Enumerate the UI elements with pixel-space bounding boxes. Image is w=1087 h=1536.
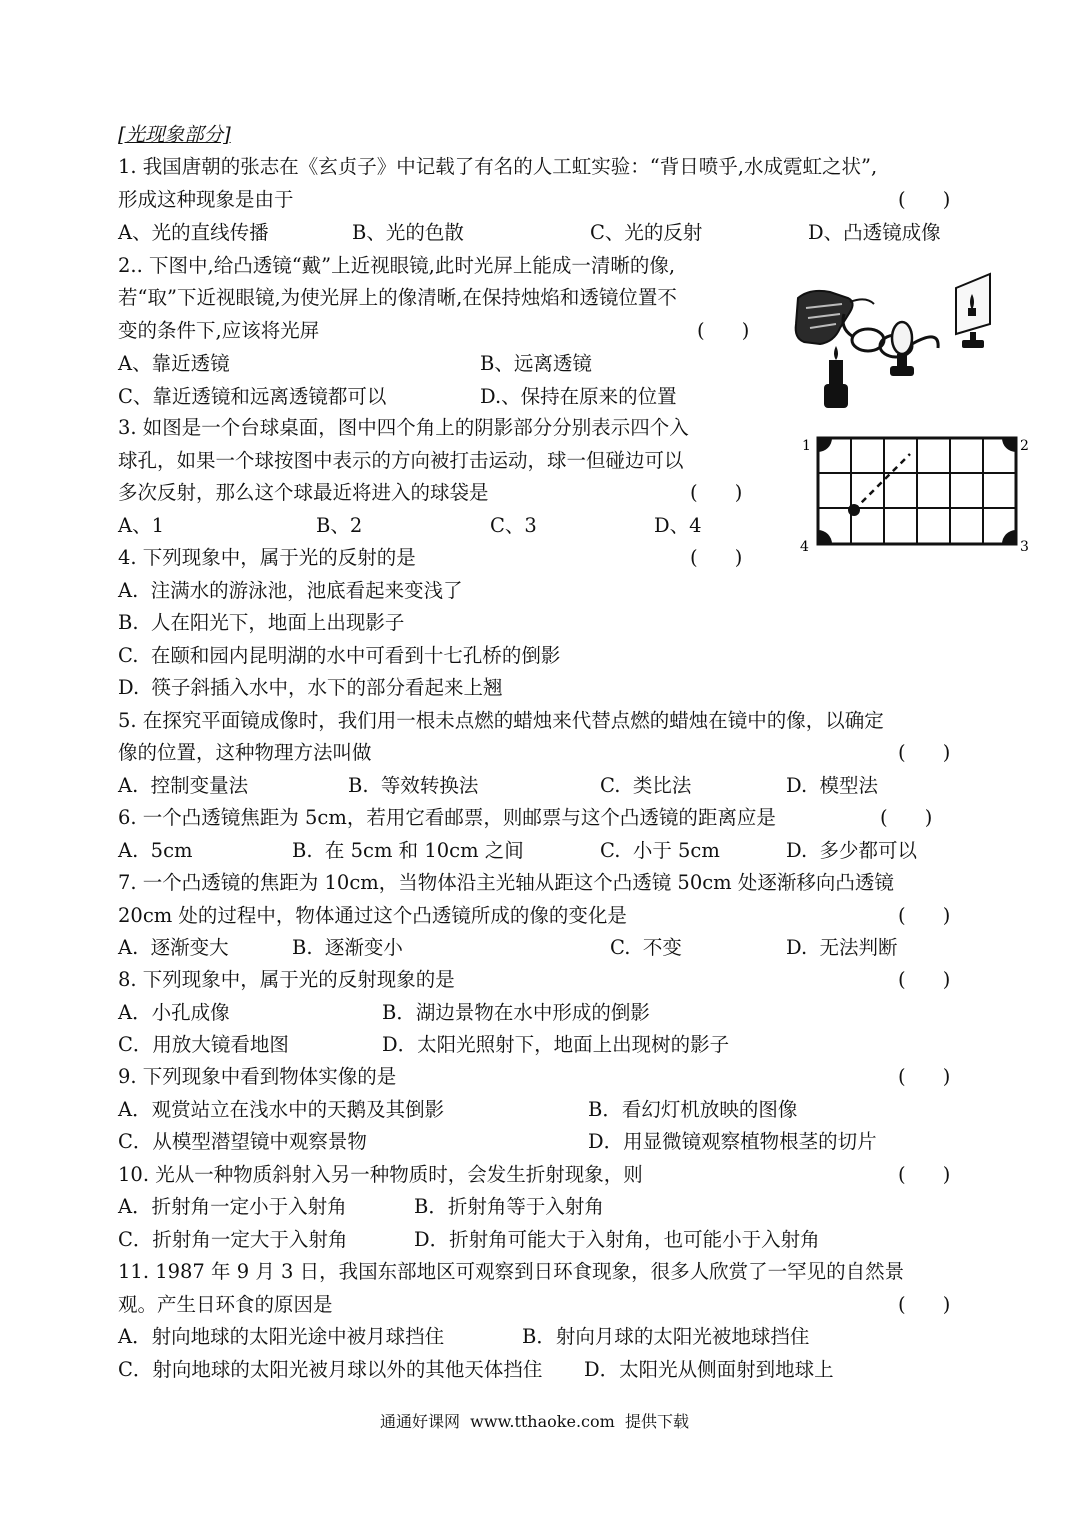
q1-option-a: A、光的直线传播 — [118, 221, 269, 244]
q11-answer-bracket: ( ) — [898, 1293, 951, 1316]
q4-option-a: A. 注满水的游泳池，池底看起来变浅了 — [118, 579, 463, 602]
q10-option-d: D．折射角可能大于入射角，也可能小于入射角 — [414, 1228, 820, 1251]
q4-stem: 4. 下列现象中，属于光的反射的是 — [118, 546, 416, 569]
q11-option-d: D．太阳光从侧面射到地球上 — [584, 1358, 834, 1381]
q4-answer-bracket: ( ) — [690, 546, 743, 569]
q3-option-d: D、4 — [654, 514, 702, 537]
q4-option-d: D. 筷子斜插入水中，水下的部分看起来上翘 — [118, 676, 503, 699]
q5-stem-line-1: 5. 在探究平面镜成像时，我们用一根未点燃的蜡烛来代替点燃的蜡烛在镜中的像，以确定 — [118, 709, 884, 732]
q2-stem-line-1: 2.. 下图中,给凸透镜“戴”上近视眼镜,此时光屏上能成一清晰的像, — [118, 254, 676, 277]
q7-option-c: C. 不变 — [610, 936, 682, 959]
q5-option-b: B. 等效转换法 — [348, 774, 479, 797]
q1-stem-line-1: 1. 我国唐朝的张志在《玄贞子》中记载了有名的人工虹实验：“背日喷乎,水成霓虹之状”, — [118, 155, 878, 178]
q2-option-c: C、靠近透镜和远离透镜都可以 — [118, 385, 387, 408]
q11-stem-line-2: 观。产生日环食的原因是 — [118, 1293, 333, 1316]
q11-option-a: A．射向地球的太阳光途中被月球挡住 — [118, 1325, 445, 1348]
pocket-label-3: 3 — [1020, 539, 1029, 554]
billiard-table-grid — [818, 438, 1016, 544]
q7-stem-line-1: 7. 一个凸透镜的焦距为 10cm，当物体沿主光轴从距这个凸透镜 50cm 处逐渐移向凸透镜 — [118, 871, 894, 894]
q2-stem-line-3: 变的条件下,应该将光屏 — [118, 319, 320, 342]
q3-option-c: C、3 — [490, 514, 537, 537]
billiard-ball — [848, 504, 860, 516]
q10-answer-bracket: ( ) — [898, 1163, 951, 1186]
q6-option-a: A. 5cm — [118, 839, 193, 862]
ball-direction-line — [854, 454, 910, 510]
q5-option-a: A. 控制变量法 — [118, 774, 249, 797]
page-footer: 通通好课网 www.tthaoke.com 提供下载 — [380, 1412, 689, 1431]
q9-option-c: C．从模型潜望镜中观察景物 — [118, 1130, 367, 1153]
q10-option-a: A．折射角一定小于入射角 — [118, 1195, 347, 1218]
q8-option-c: C．用放大镜看地图 — [118, 1033, 289, 1056]
q5-option-d: D. 模型法 — [786, 774, 879, 797]
q3-stem-line-1: 3. 如图是一个台球桌面，图中四个角上的阴影部分分别表示四个入 — [118, 416, 689, 439]
q3-stem-line-3: 多次反射，那么这个球最近将进入的球袋是 — [118, 481, 489, 504]
q5-stem-line-2: 像的位置，这种物理方法叫做 — [118, 741, 372, 764]
q2-stem-line-2: 若“取”下近视眼镜,为使光屏上的像清晰,在保持烛焰和透镜位置不 — [118, 286, 677, 309]
q1-answer-bracket: ( ) — [898, 188, 951, 211]
q11-stem-line-1: 11. 1987 年 9 月 3 日，我国东部地区可观察到日环食现象，很多人欣赏了一罕见的自然景 — [118, 1260, 905, 1283]
q6-option-c: C. 小于 5cm — [600, 839, 720, 862]
q5-option-c: C. 类比法 — [600, 774, 692, 797]
q8-option-b: B．湖边景物在水中形成的倒影 — [382, 1001, 650, 1024]
q9-answer-bracket: ( ) — [898, 1065, 951, 1088]
q7-option-b: B. 逐渐变小 — [292, 936, 403, 959]
q6-answer-bracket: ( ) — [880, 806, 933, 829]
pocket-1-shade — [818, 438, 832, 452]
q1-stem-line-2: 形成这种现象是由于 — [118, 188, 294, 211]
q10-option-b: B．折射角等于入射角 — [414, 1195, 604, 1218]
q10-stem: 10. 光从一种物质斜射入另一种物质时，会发生折射现象，则 — [118, 1163, 643, 1186]
q3-answer-bracket: ( ) — [690, 481, 743, 504]
pocket-3-shade — [1002, 530, 1016, 544]
q9-stem: 9. 下列现象中看到物体实像的是 — [118, 1065, 397, 1088]
lens-illustration — [890, 322, 914, 376]
billiard-table-figure — [794, 430, 1034, 554]
q8-option-d: D．太阳光照射下，地面上出现树的影子 — [382, 1033, 730, 1056]
q9-option-d: D．用显微镜观察植物根茎的切片 — [588, 1130, 877, 1153]
q1-option-b: B、光的色散 — [352, 221, 464, 244]
q8-answer-bracket: ( ) — [898, 968, 951, 991]
q1-option-d: D、凸透镜成像 — [808, 221, 941, 244]
q8-option-a: A．小孔成像 — [118, 1001, 230, 1024]
q7-option-a: A. 逐渐变大 — [118, 936, 229, 959]
q9-option-a: A．观赏站立在浅水中的天鹅及其倒影 — [118, 1098, 445, 1121]
q7-option-d: D. 无法判断 — [786, 936, 898, 959]
pocket-4-shade — [818, 530, 832, 544]
q10-option-c: C．折射角一定大于入射角 — [118, 1228, 348, 1251]
q3-option-a: A、1 — [118, 514, 164, 537]
optics-bench-figure — [790, 268, 998, 412]
q1-option-c: C、光的反射 — [590, 221, 703, 244]
q11-option-b: B．射向月球的太阳光被地球挡住 — [522, 1325, 810, 1348]
pocket-label-1: 1 — [802, 438, 811, 454]
q4-option-b: B. 人在阳光下，地面上出现影子 — [118, 611, 405, 634]
q2-option-b: B、远离透镜 — [480, 352, 592, 375]
q2-option-d: D.、保持在原来的位置 — [480, 385, 677, 408]
pocket-2-shade — [1002, 438, 1016, 452]
hand-illustration — [796, 291, 874, 344]
q3-stem-line-2: 球孔，如果一个球按图中表示的方向被打击运动，球一但碰边可以 — [118, 449, 684, 472]
q3-option-b: B、2 — [316, 514, 363, 537]
q4-option-c: C. 在颐和园内昆明湖的水中可看到十七孔桥的倒影 — [118, 644, 561, 667]
glasses-illustration — [843, 314, 938, 357]
q8-stem: 8. 下列现象中，属于光的反射现象的是 — [118, 968, 455, 991]
pocket-label-4: 4 — [800, 539, 809, 554]
q5-answer-bracket: ( ) — [898, 741, 951, 764]
q11-option-c: C．射向地球的太阳光被月球以外的其他天体挡住 — [118, 1358, 543, 1381]
q7-answer-bracket: ( ) — [898, 904, 951, 927]
q2-answer-bracket: ( ) — [697, 319, 750, 342]
light-screen-illustration — [956, 274, 990, 348]
q9-option-b: B．看幻灯机放映的图像 — [588, 1098, 798, 1121]
q7-stem-line-2: 20cm 处的过程中，物体通过这个凸透镜所成的像的变化是 — [118, 904, 627, 927]
q6-stem: 6. 一个凸透镜焦距为 5cm，若用它看邮票，则邮票与这个凸透镜的距离应是 — [118, 806, 776, 829]
section-title: [光现象部分] — [118, 123, 231, 146]
q2-option-a: A、靠近透镜 — [118, 352, 230, 375]
q6-option-b: B. 在 5cm 和 10cm 之间 — [292, 839, 524, 862]
pocket-label-2: 2 — [1020, 438, 1029, 454]
q6-option-d: D. 多少都可以 — [786, 839, 918, 862]
candle-illustration — [824, 346, 848, 408]
